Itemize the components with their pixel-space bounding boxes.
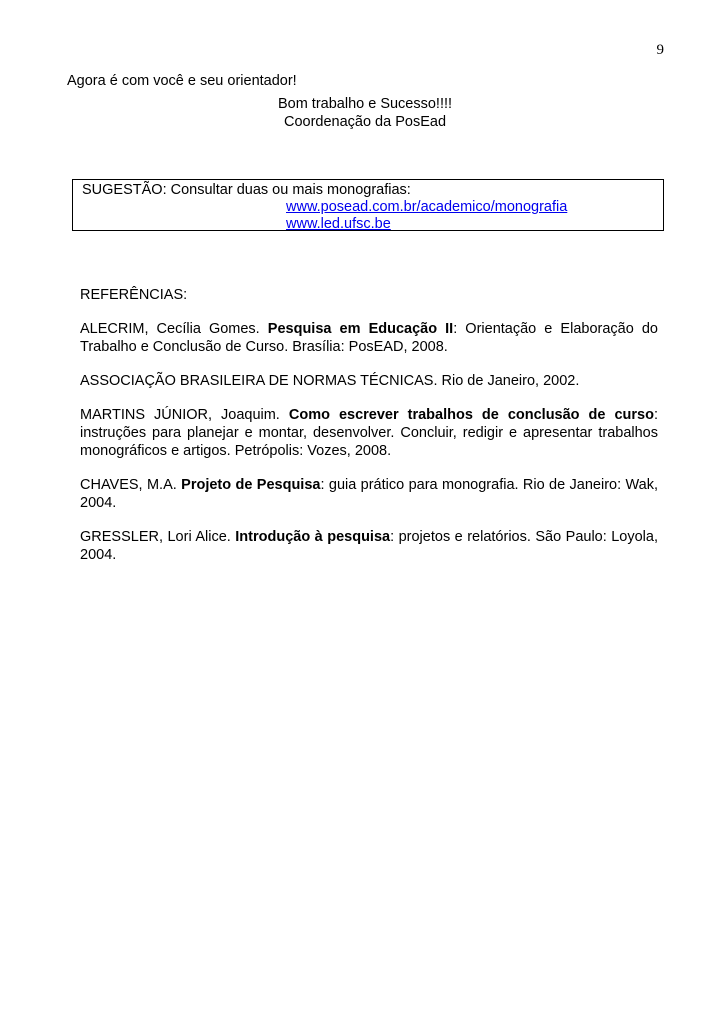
reference-details: : Orientação e Elaboração do Trabalho e Conclusão de Curso. Brasília: PosEAD, 2008. [80, 321, 658, 355]
reference-author: ALECRIM, Cecília Gomes. [80, 321, 268, 337]
page-number: 9 [656, 42, 664, 58]
led-ufsc-link[interactable]: www.led.ufsc.be [286, 216, 391, 232]
reference-title: Pesquisa em Educação II [267, 321, 454, 337]
references-section [80, 286, 658, 580]
reference-details: : guia prático para monografia. Rio de Janeiro: Wak, 2004. [80, 477, 659, 511]
reference-author: CHAVES, M.A. [80, 477, 182, 493]
references-heading: REFERÊNCIAS: [80, 287, 188, 303]
reference-entry [80, 528, 658, 564]
reference-author: GRESSLER, Lori Alice. [80, 529, 236, 545]
reference-title: Como escrever trabalhos de conclusão de curso [288, 407, 654, 423]
suggestion-label: SUGESTÃO: Consultar duas ou mais monografias: [82, 182, 411, 198]
closing-line-1: Bom trabalho e Sucesso!!!! [277, 96, 453, 112]
posead-monografia-link[interactable]: www.posead.com.br/academico/monografia [286, 199, 568, 215]
closing-line-2: Coordenação da PosEad [283, 114, 447, 130]
reference-details: : instruções para planejar e montar, desenvolver. Concluir, redigir e apresentar trabalhos monográficos e artigos. Petrópolis: Vozes, 2008. [80, 407, 658, 459]
reference-details: : projetos e relatórios. São Paulo: Loyola, 2004. [80, 529, 658, 563]
reference-entry [80, 320, 658, 356]
reference-entry [80, 406, 658, 460]
intro-line: Agora é com você e seu orientador! [67, 73, 297, 89]
reference-entry [80, 476, 658, 512]
reference-author: ASSOCIAÇÃO BRASILEIRA DE NORMAS TÉCNICAS. Rio de Janeiro, 2002. [80, 373, 580, 389]
suggestion-box [72, 179, 664, 231]
reference-entry [80, 372, 658, 390]
closing-message [250, 95, 480, 131]
reference-author: MARTINS JÚNIOR, Joaquim. [80, 407, 289, 423]
reference-title: Projeto de Pesquisa [181, 477, 321, 493]
reference-title: Introdução à pesquisa [235, 529, 391, 545]
